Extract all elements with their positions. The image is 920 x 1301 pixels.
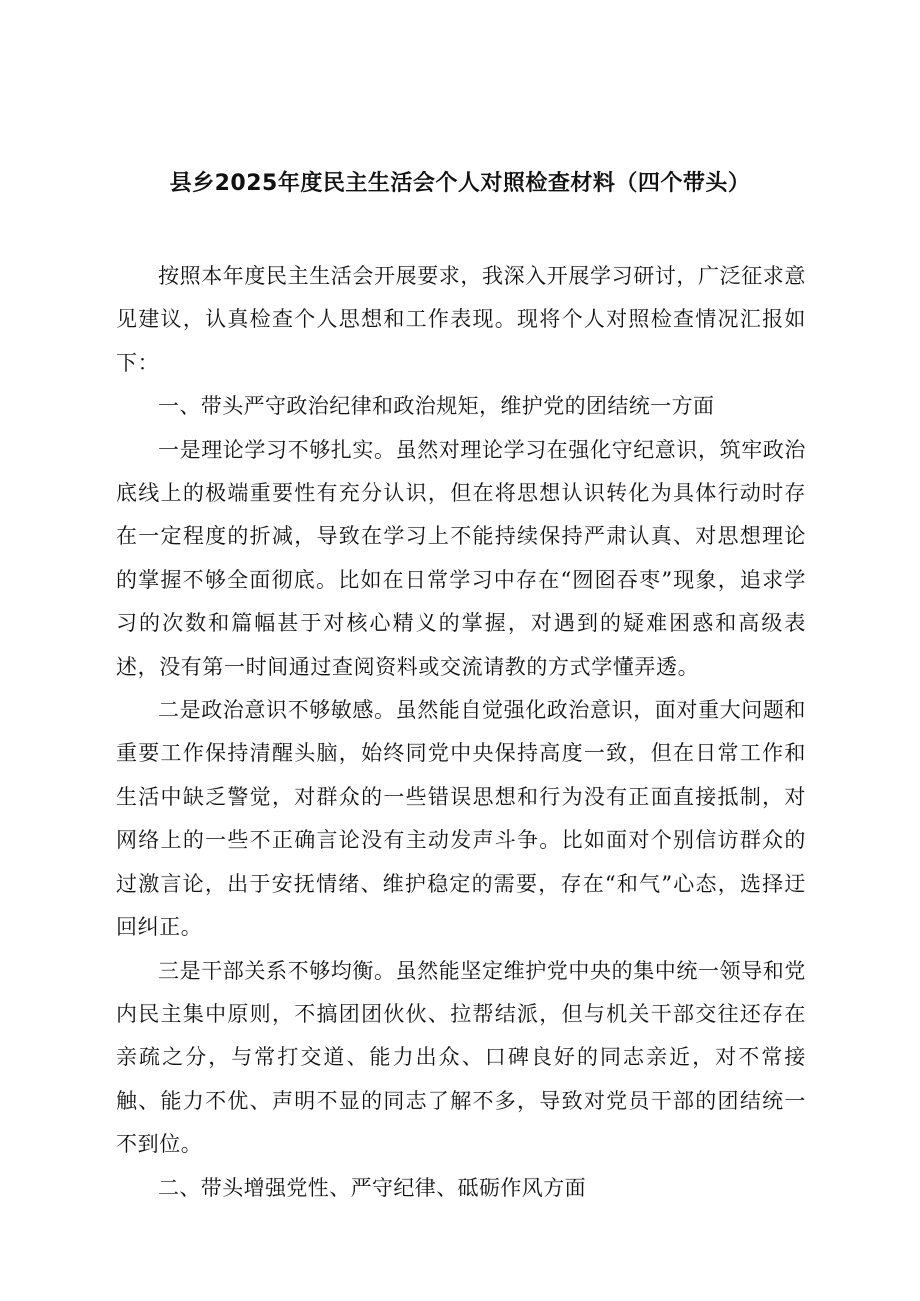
section-1-paragraph-1: 一是理论学习不够扎实。虽然对理论学习在强化守纪意识，筑牢政治底线上的极端重要性有充分认识，但在将思想认识转化为具体行动时存在一定程度的折减，导致在学习上不能持续保持严肃认真、对思想理论的掌握不够全面彻底。比如在日常学习中存在“囫囵吞枣”现象，追求学习的次数和篇幅甚于对核心精义的掌握，对遇到的疑难困惑和高级表述，没有第一时间通过查阅资料或交流请教的方式学懂弄透。 — [116, 437, 806, 679]
section-2-heading: 二、带头增强党性、严守纪律、砥砺作风方面 — [158, 1175, 586, 1200]
document-body — [116, 255, 806, 1210]
section-1-paragraph-3: 三是干部关系不够均衡。虽然能坚定维护党中央的集中统一领导和党内民主集中原则，不搞团团伙伙、拉帮结派，但与机关干部交往还存在亲疏之分，与常打交道、能力出众、口碑良好的同志亲近，对不常接触、能力不优、声明不显的同志了解不多，导致对党员干部的团结统一不到位。 — [116, 958, 806, 1157]
intro-paragraph: 按照本年度民主生活会开展要求，我深入开展学习研讨，广泛征求意见建议，认真检查个人思想和工作表现。现将个人对照检查情况汇报如下： — [116, 264, 806, 375]
document-title: 县乡2025年度民主生活会个人对照检查材料（四个带头） — [169, 171, 751, 196]
section-1-heading: 一、带头严守政治纪律和政治规矩，维护党的团结统一方面 — [158, 394, 715, 419]
section-1-paragraph-2: 二是政治意识不够敏感。虽然能自觉强化政治意识，面对重大问题和重要工作保持清醒头脑，始终同党中央保持高度一致，但在日常工作和生活中缺乏警觉，对群众的一些错误思想和行为没有正面直接抵制，对网络上的一些不正确言论没有主动发声斗争。比如面对个别信访群众的过激言论，出于安抚情绪、维护稳定的需要，存在“和气”心态，选择迂回纠正。 — [116, 698, 806, 940]
